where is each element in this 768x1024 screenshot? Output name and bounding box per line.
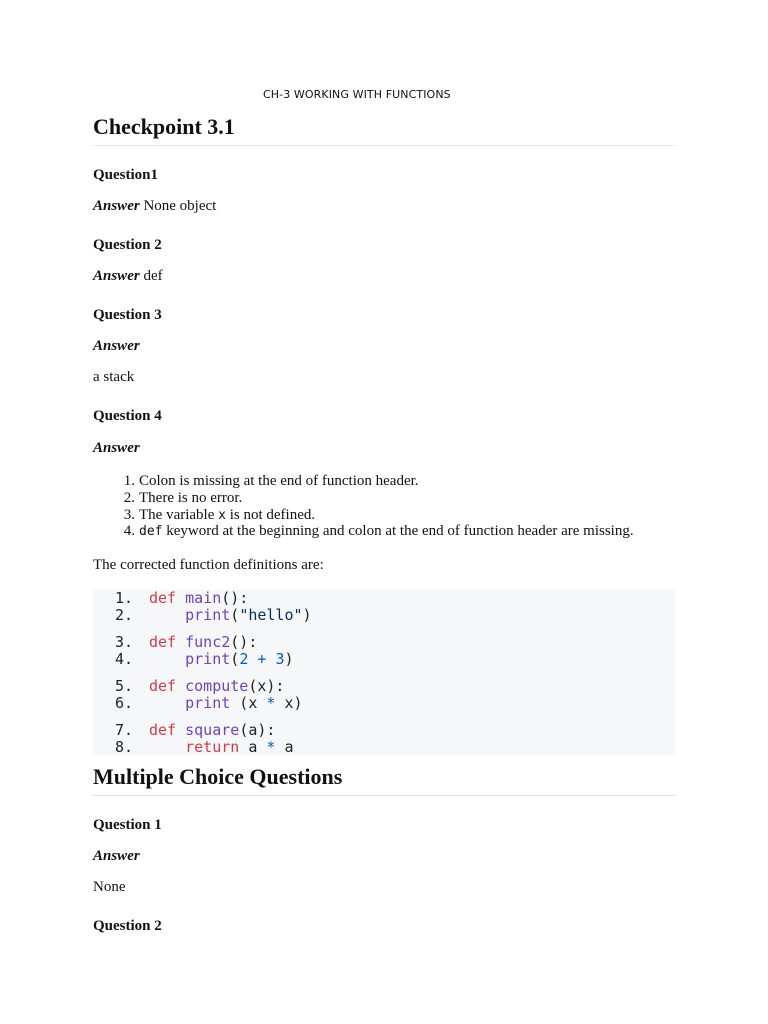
code-line: 7. def square(a): bbox=[114, 721, 276, 739]
mcq-question-1-answer-label: Answer bbox=[93, 848, 140, 864]
running-header: CH-3 WORKING WITH FUNCTIONS bbox=[263, 88, 451, 101]
list-item: 2. There is no error. bbox=[123, 490, 243, 506]
code-line: 3. def func2(): bbox=[114, 633, 258, 651]
answer-label: Answer bbox=[93, 198, 140, 214]
corrected-intro: The corrected function definitions are: bbox=[93, 557, 324, 573]
question-3-label: Question 3 bbox=[93, 307, 162, 323]
question-1-label: Question1 bbox=[93, 167, 159, 183]
question-2-answer bbox=[93, 268, 163, 285]
inline-code: x bbox=[218, 508, 226, 523]
code-line: 8. return a * a bbox=[114, 738, 294, 756]
code-line: 5. def compute(x): bbox=[114, 677, 285, 695]
mcq-question-2-label: Question 2 bbox=[93, 918, 162, 934]
answer-text: def bbox=[143, 268, 163, 284]
question-2-label: Question 2 bbox=[93, 237, 162, 253]
question-3-answer-text: a stack bbox=[93, 369, 135, 385]
code-line: 1. def main(): bbox=[114, 589, 249, 607]
question-4-label: Question 4 bbox=[93, 408, 162, 424]
question-1-answer bbox=[93, 198, 216, 215]
checkpoint-heading: Checkpoint 3.1 bbox=[93, 114, 235, 139]
list-item: 3. The variable x is not defined. bbox=[123, 507, 316, 523]
list-item: 1. Colon is missing at the end of function header. bbox=[123, 473, 419, 489]
mcq-question-1-answer-text: None bbox=[93, 879, 126, 895]
mcq-heading: Multiple Choice Questions bbox=[93, 764, 343, 789]
code-line: 2. print("hello") bbox=[114, 606, 312, 624]
list-item: 4. def keyword at the beginning and colon at the end of function header are missing. bbox=[123, 523, 634, 539]
heading-rule bbox=[93, 795, 675, 796]
question-4-answer-label: Answer bbox=[93, 440, 140, 456]
question-3-answer-label: Answer bbox=[93, 338, 140, 354]
inline-code: def bbox=[139, 524, 163, 539]
heading-rule bbox=[93, 145, 675, 146]
mcq-question-1-label: Question 1 bbox=[93, 817, 162, 833]
answer-label: Answer bbox=[93, 268, 140, 284]
code-line: 6. print (x * x) bbox=[114, 694, 303, 712]
code-line: 4. print(2 + 3) bbox=[114, 650, 294, 668]
answer-text: None object bbox=[143, 198, 217, 214]
